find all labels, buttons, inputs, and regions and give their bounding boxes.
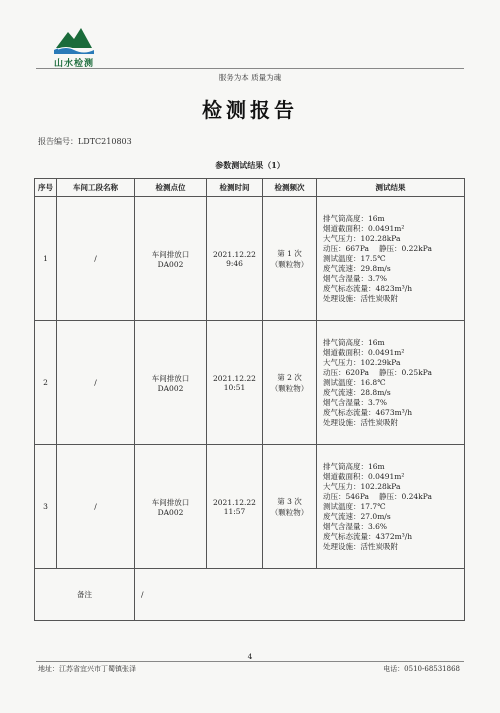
result-line: [323, 368, 464, 378]
cell-seq: 3: [35, 445, 57, 569]
header-rule: [36, 68, 464, 69]
cell-point: [135, 321, 207, 445]
result-line: [323, 482, 464, 492]
table-title: 参数测试结果（1）: [215, 160, 285, 170]
result-text: 烟道截面积：0.0491m²: [323, 471, 405, 481]
point-name: 车间排放口: [151, 249, 190, 259]
cell-workshop: /: [57, 321, 135, 445]
result-text: 烟气含湿量：3.7%: [323, 397, 388, 407]
point-name: 车间排放口: [151, 373, 190, 383]
note-label: 备注: [35, 569, 135, 621]
footer-phone: 电话：0510-68531868: [383, 665, 460, 673]
result-text-secondary: 静压：0.22kPa: [379, 243, 432, 253]
test-time: 11:57: [223, 506, 246, 516]
result-text: 排气筒高度：16m: [323, 337, 385, 347]
point-code: DA002: [157, 259, 184, 269]
result-text: 烟道截面积：0.0491m²: [323, 347, 405, 357]
cell-point: [135, 445, 207, 569]
result-line: [323, 418, 464, 428]
cell-time: [207, 445, 263, 569]
cell-frequency: [263, 321, 317, 445]
result-text: 烟气含湿量：3.6%: [323, 521, 388, 531]
cell-time: [207, 321, 263, 445]
logo-text: 山水检测: [53, 59, 94, 69]
footer-address: 地址：江苏省宜兴市丁蜀镇张泽: [38, 665, 136, 673]
result-text: 废气流速：29.8m/s: [323, 263, 391, 273]
result-line: [323, 388, 464, 398]
col-header-time: 检测时间: [207, 179, 263, 197]
result-line: [323, 264, 464, 274]
company-logo: [44, 24, 104, 69]
col-header-seq: 序号: [35, 179, 57, 197]
result-text-secondary: 静压：0.24kPa: [379, 491, 432, 501]
result-line: [323, 398, 464, 408]
note-value: /: [135, 569, 465, 621]
test-time: 9:46: [226, 258, 243, 268]
mountain-water-logo-icon: [54, 24, 94, 54]
results-table: [34, 178, 465, 621]
result-text: 大气压力：102.28kPa: [323, 233, 401, 243]
footer-rule: [36, 661, 464, 662]
result-line: [323, 532, 464, 542]
table-header-row: [35, 179, 465, 197]
frequency-count: 第 1 次: [277, 248, 302, 258]
result-line: [323, 244, 464, 254]
point-name: 车间排放口: [151, 497, 190, 507]
result-text: 烟气含湿量：3.7%: [323, 273, 388, 283]
result-text: 测试温度：17.7℃: [323, 501, 386, 511]
test-date: 2021.12.22: [213, 249, 256, 259]
result-line: [323, 224, 464, 234]
test-date: 2021.12.22: [213, 373, 256, 383]
result-line: [323, 234, 464, 244]
cell-results: [317, 445, 465, 569]
cell-results: [317, 197, 465, 321]
result-line: [323, 214, 464, 224]
note-row: [35, 569, 465, 621]
table-row: [35, 445, 465, 569]
frequency-count: 第 2 次: [277, 372, 302, 382]
result-line: [323, 472, 464, 482]
result-line: [323, 338, 464, 348]
result-text: 处理设施：活性炭吸附: [323, 541, 398, 551]
result-line: [323, 408, 464, 418]
report-number: 报告编号：LDTC210803: [38, 137, 132, 146]
cell-frequency: [263, 445, 317, 569]
result-line: [323, 542, 464, 552]
result-line: [323, 254, 464, 264]
result-text: 废气流速：28.8m/s: [323, 387, 391, 397]
result-line: [323, 378, 464, 388]
result-text: 废气标态流量：4823m³/h: [323, 283, 413, 293]
frequency-item: （颗粒物）: [270, 259, 309, 269]
result-text: 测试温度：17.5℃: [323, 253, 386, 263]
cell-seq: 1: [35, 197, 57, 321]
page-number: 4: [247, 652, 253, 661]
result-text: 排气筒高度：16m: [323, 461, 385, 471]
cell-results: [317, 321, 465, 445]
test-date: 2021.12.22: [213, 497, 256, 507]
cell-point: [135, 197, 207, 321]
result-line: [323, 274, 464, 284]
result-line: [323, 294, 464, 304]
page-title: 检测报告: [202, 98, 298, 122]
cell-workshop: /: [57, 445, 135, 569]
col-header-workshop: 车间工段名称: [57, 179, 135, 197]
result-text: 排气筒高度：16m: [323, 213, 385, 223]
point-code: DA002: [157, 507, 184, 517]
result-text: 废气标态流量：4372m³/h: [323, 531, 413, 541]
result-text: 烟道截面积：0.0491m²: [323, 223, 405, 233]
result-line: [323, 462, 464, 472]
point-code: DA002: [157, 383, 184, 393]
result-line: [323, 492, 464, 502]
cell-frequency: [263, 197, 317, 321]
cell-workshop: /: [57, 197, 135, 321]
result-line: [323, 358, 464, 368]
test-time: 10:51: [223, 382, 246, 392]
result-text: 大气压力：102.28kPa: [323, 481, 401, 491]
result-line: [323, 502, 464, 512]
cell-time: [207, 197, 263, 321]
result-line: [323, 522, 464, 532]
result-text-secondary: 静压：0.25kPa: [379, 367, 432, 377]
result-text: 处理设施：活性炭吸附: [323, 417, 398, 427]
result-text: 测试温度：16.8℃: [323, 377, 386, 387]
result-text: 动压：546Pa: [323, 491, 369, 501]
cell-seq: 2: [35, 321, 57, 445]
result-text: 动压：620Pa: [323, 367, 369, 377]
result-line: [323, 512, 464, 522]
result-text: 废气流速：27.0m/s: [323, 511, 391, 521]
table-row: [35, 321, 465, 445]
frequency-count: 第 3 次: [277, 496, 302, 506]
frequency-item: （颗粒物）: [270, 383, 309, 393]
result-text: 废气标态流量：4673m³/h: [323, 407, 413, 417]
col-header-frequency: 检测频次: [263, 179, 317, 197]
frequency-item: （颗粒物）: [270, 507, 309, 517]
col-header-results: 测试结果: [317, 179, 465, 197]
result-line: [323, 284, 464, 294]
result-text: 大气压力：102.29kPa: [323, 357, 401, 367]
result-text: 处理设施：活性炭吸附: [323, 293, 398, 303]
motto: 服务为本 质量为魂: [218, 73, 282, 82]
col-header-point: 检测点位: [135, 179, 207, 197]
result-text: 动压：667Pa: [323, 243, 369, 253]
table-row: [35, 197, 465, 321]
result-line: [323, 348, 464, 358]
